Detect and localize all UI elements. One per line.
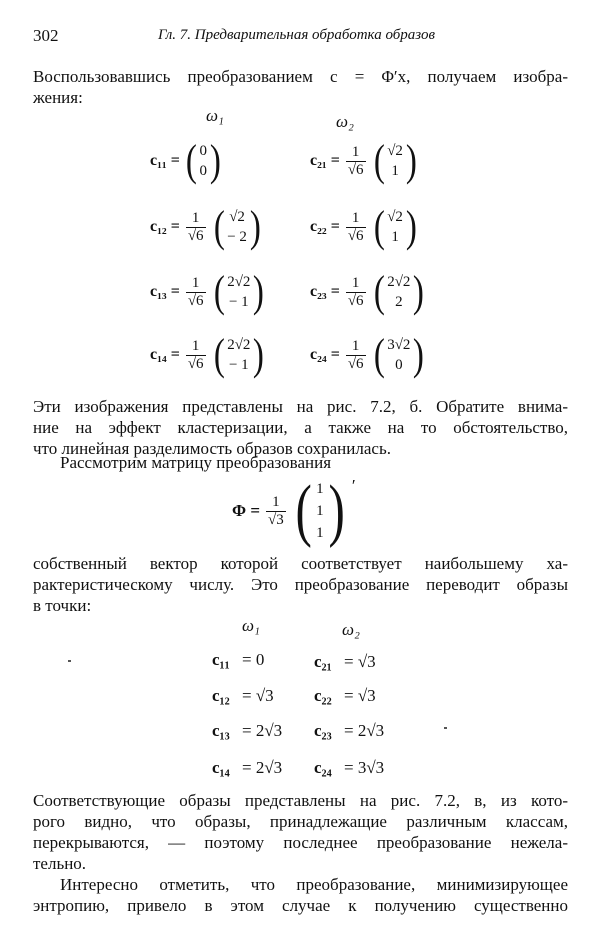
point-label: c₂₂: [314, 686, 332, 705]
matrix-entry: 1: [316, 503, 324, 519]
matrix-lhs: Φ =: [232, 501, 261, 520]
vector-entry: √2: [229, 209, 245, 225]
text-line: рактеристическому числу. Это преобразование переводит образы: [33, 575, 568, 594]
vector-entry: √2: [387, 143, 403, 159]
phi-matrix-equation: [232, 472, 356, 549]
text-line: тельно.: [33, 854, 87, 873]
point-value: = 3√3: [344, 758, 385, 777]
vector-label: c₁₂ =: [150, 218, 180, 235]
point-label: c₁₃: [212, 721, 230, 740]
print-speck: [68, 660, 71, 662]
right-paren: ): [413, 267, 425, 316]
fraction-numerator: 1: [191, 274, 200, 291]
column-vector: [372, 330, 427, 379]
fraction-denominator: √6: [347, 355, 364, 372]
page-number: 302: [33, 26, 59, 45]
point-value: = √3: [344, 686, 376, 705]
scalar-fraction: [186, 210, 206, 245]
vector-entry: 2√2: [227, 274, 251, 290]
point-value: = 0: [242, 650, 265, 669]
column-vector: [212, 267, 267, 316]
right-paren: ): [328, 472, 345, 549]
vector-c14: [150, 330, 266, 379]
fraction-numerator: 1: [191, 209, 200, 226]
fraction-numerator: 1: [351, 209, 360, 226]
transpose-mark: ′: [351, 476, 356, 495]
text-line: жения:: [33, 88, 83, 107]
text-line: Воспользовавшись преобразованием c = Φ′x, получаем изобра-: [33, 67, 568, 86]
vector-label: c₁₄ =: [150, 346, 180, 363]
right-paren: ): [249, 202, 261, 251]
text-line: энтропию, привело в этом случае к получению существенно: [33, 896, 568, 915]
column-vector: [184, 136, 223, 185]
scalar-fraction: [186, 275, 206, 310]
point-label: c₁₂: [212, 686, 230, 705]
vector-entry: 1: [391, 163, 399, 179]
scalar-fraction: [186, 338, 206, 373]
point-value: = 2√3: [344, 721, 385, 740]
class-omega1-header: ω₁: [242, 616, 260, 635]
fraction-denominator: √6: [187, 355, 204, 372]
vector-entry: − 1: [228, 294, 249, 310]
matrix-entry: 1: [316, 481, 324, 497]
fraction-denominator: √6: [187, 292, 204, 309]
text-line: Рассмотрим матрицу преобразования: [60, 453, 332, 472]
point-label: c₂₄: [314, 758, 332, 777]
left-paren: (: [213, 330, 225, 379]
intro-paragraph: [33, 66, 568, 108]
vector-entry: − 2: [227, 229, 247, 245]
point-label: c₂₁: [314, 652, 332, 671]
paragraph-matrix-intro: [60, 452, 568, 473]
fraction-numerator: 1: [191, 337, 200, 354]
point-value: = √3: [344, 652, 376, 671]
vector-c22: [310, 202, 419, 251]
right-paren: ): [405, 202, 417, 251]
scalar-fraction: [266, 494, 286, 529]
text-line: перекрываются, — поэтому последнее преобразование нежела-: [33, 833, 568, 852]
fraction-numerator: 1: [351, 274, 360, 291]
column-vector: [372, 202, 419, 251]
left-paren: (: [213, 267, 225, 316]
text-line: собственный вектор которой соответствует наибольшему ха-: [33, 554, 568, 573]
paragraph-eigenvector: [33, 553, 568, 616]
point-value: = 2√3: [242, 721, 283, 740]
left-paren: (: [373, 202, 385, 251]
paragraph-overlap: [33, 790, 568, 874]
right-paren: ): [413, 330, 425, 379]
class-omega1-header: ω₁: [206, 106, 224, 125]
right-paren: ): [253, 330, 265, 379]
paragraph-entropy: [60, 874, 568, 895]
left-paren: (: [373, 330, 385, 379]
vector-entry: 2√2: [387, 274, 411, 290]
page-header: [33, 26, 568, 48]
point-value: = √3: [242, 686, 274, 705]
column-vector: [372, 267, 427, 316]
scalar-fraction: [346, 275, 366, 310]
vector-entry: √2: [387, 209, 403, 225]
column-vector: [292, 472, 348, 549]
paragraph-clustering: [33, 396, 568, 459]
fraction-denominator: √6: [347, 292, 364, 309]
vector-label: c₂₃ =: [310, 283, 340, 300]
vector-entry: 3√2: [387, 337, 411, 353]
paragraph-entropy-cont: [33, 895, 568, 916]
point-label: c₁₁: [212, 650, 230, 669]
vector-label: c₂₂ =: [310, 218, 340, 235]
text-line: Соответствующие образы представлены на рис. 7.2, в, из кото-: [33, 791, 568, 810]
text-line: Интересно отметить, что преобразование, минимизирующее: [60, 875, 568, 894]
text-line: в точки:: [33, 596, 92, 615]
point-label: c₁₄: [212, 758, 230, 777]
left-paren: (: [373, 136, 385, 185]
class-omega2-header: ω₂: [342, 620, 360, 639]
vector-label: c₂₁ =: [310, 152, 340, 169]
vector-c24: [310, 330, 426, 379]
text-line: рого видно, что образы, принадлежащие различным классам,: [33, 812, 568, 831]
vector-c11: [150, 136, 223, 185]
vector-entry: − 1: [228, 357, 249, 373]
column-vector: [212, 330, 267, 379]
fraction-denominator: √6: [347, 161, 364, 178]
text-line: что линейная разделимость образов сохранилась.: [33, 439, 391, 458]
scalar-fraction: [346, 210, 366, 245]
left-paren: (: [185, 136, 197, 185]
left-paren: (: [213, 202, 225, 251]
right-paren: ): [209, 136, 221, 185]
print-speck: [444, 727, 447, 729]
matrix-entry: 1: [316, 525, 324, 541]
point-label: c₂₃: [314, 721, 332, 740]
fraction-numerator: 1: [351, 143, 360, 160]
right-paren: ): [405, 136, 417, 185]
text-line: ние на эффект кластеризации, а также на то обстоятельство,: [33, 418, 568, 437]
text-line: Эти изображения представлены на рис. 7.2, б. Обратите внима-: [33, 397, 568, 416]
fraction-denominator: √6: [187, 227, 204, 244]
right-paren: ): [253, 267, 265, 316]
class-omega2-header: ω₂: [336, 112, 354, 131]
point-value: = 2√3: [242, 758, 283, 777]
vector-c13: [150, 267, 266, 316]
vector-entry: 0: [199, 163, 207, 179]
vector-label: c₂₄ =: [310, 346, 340, 363]
column-vector: [372, 136, 419, 185]
fraction-denominator: √3: [268, 511, 284, 528]
scalar-fraction: [346, 338, 366, 373]
vector-label: c₁₃ =: [150, 283, 180, 300]
vector-c21: [310, 136, 419, 185]
vector-entry: 2: [395, 294, 403, 310]
vector-entry: 0: [199, 143, 207, 159]
fraction-numerator: 1: [272, 493, 280, 510]
fraction-numerator: 1: [351, 337, 360, 354]
vector-label: c₁₁ =: [150, 152, 180, 169]
vector-c12: [150, 202, 263, 251]
left-paren: (: [373, 267, 385, 316]
vector-entry: 1: [391, 229, 399, 245]
fraction-denominator: √6: [347, 227, 364, 244]
left-paren: (: [295, 472, 312, 549]
column-vector: [212, 202, 263, 251]
vector-c23: [310, 267, 426, 316]
running-title: Гл. 7. Предварительная обработка образов: [158, 27, 435, 43]
scalar-fraction: [346, 144, 366, 179]
vector-entry: 2√2: [227, 337, 251, 353]
vector-entry: 0: [395, 357, 403, 373]
